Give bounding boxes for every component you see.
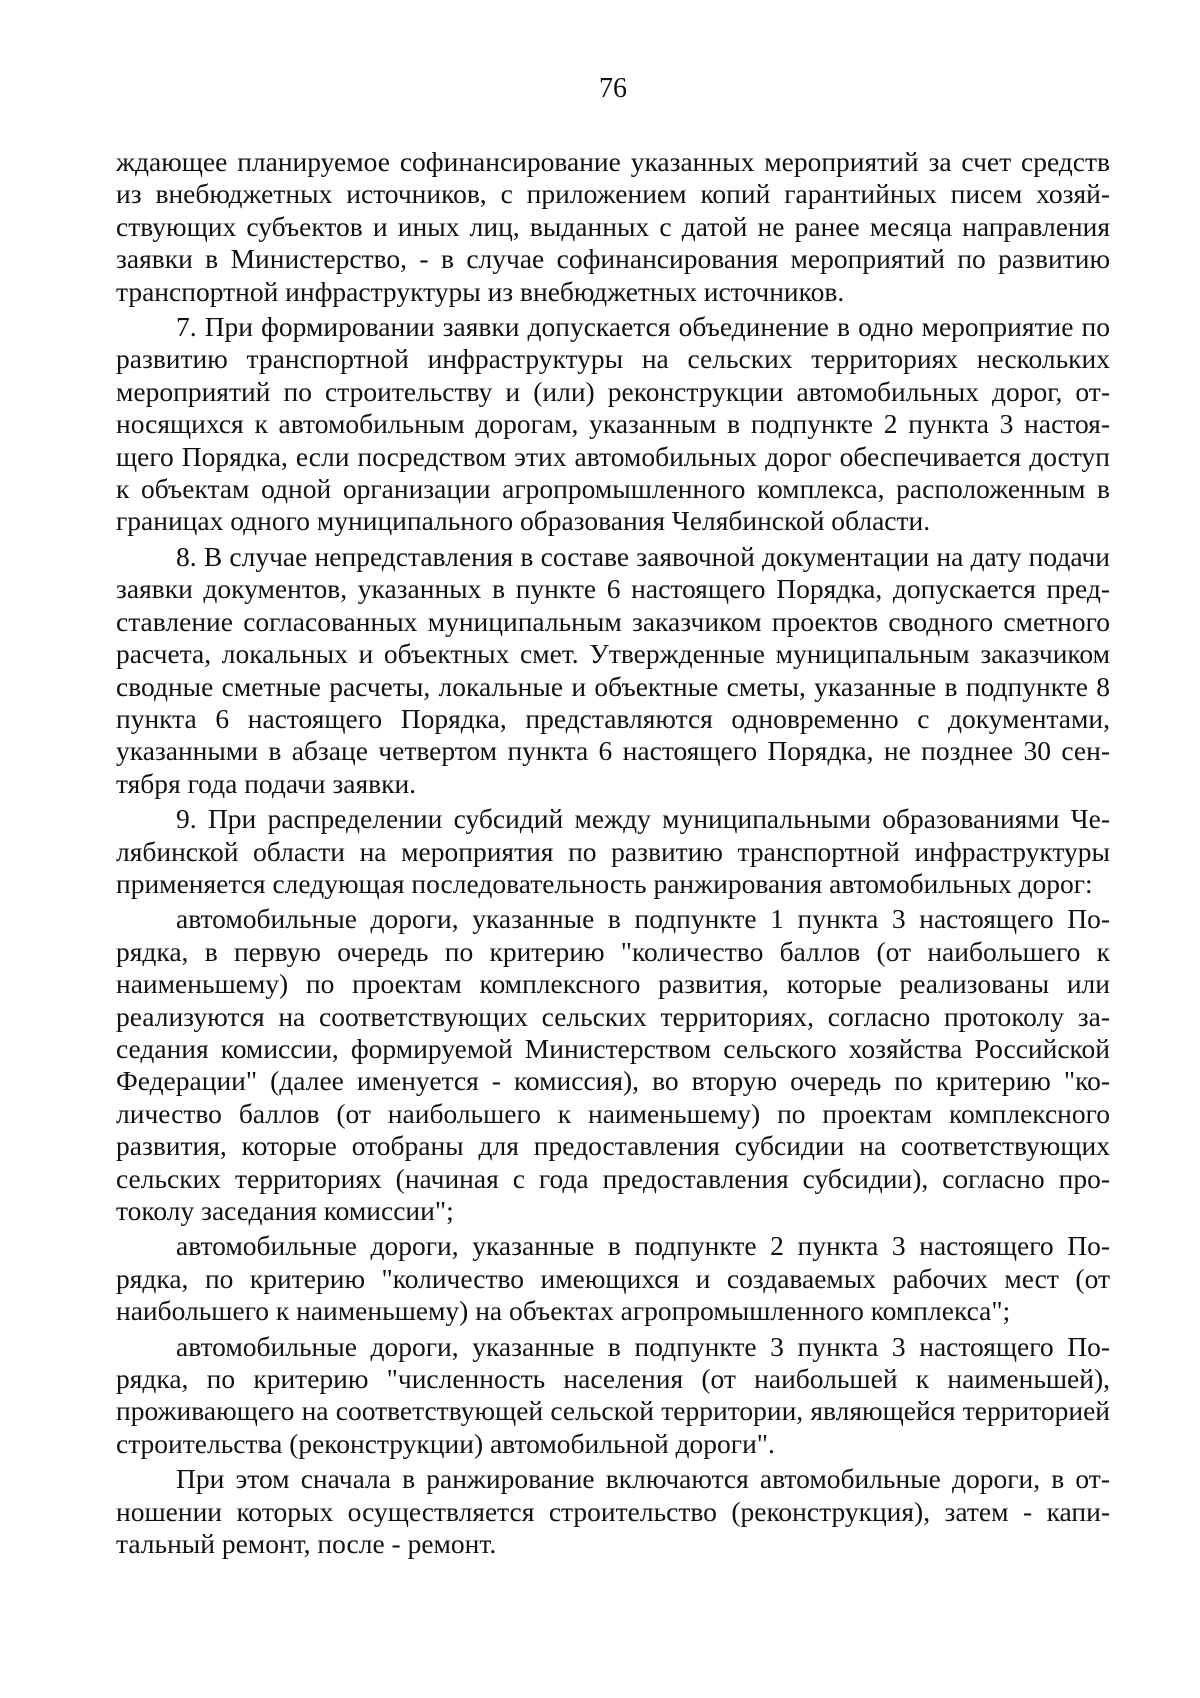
paragraph-continuation: ждающее планируемое софинансирование указанных мероприятий за счет средств из внебюджетных источников, с приложением копий гарантийных писем хозяйствующих субъектов и иных лиц, выданных с датой не ранее месяца направления заявки в Министерство, - в случае софинансирования мероприятий по развитию транспортной инфраструктуры из внебюджетных источников.: [116, 146, 1110, 307]
paragraph-item-9: 9. При распределении субсидий между муниципальными образованиями Челябинской области на мероприятия по развитию транспортной инфраструктуры применяется следующая последовательность ранжирования автомобильных дорог:: [116, 803, 1110, 899]
paragraph-ranking-subpoint-1: автомобильные дороги, указанные в подпункте 1 пункта 3 настоящего Порядка, в первую очередь по критерию "количество баллов (от наибольшего к наименьшему) по проектам комплексного развития, которые реализованы или реализуются на соответствующих сельских территориях, согласно протоколу заседания комиссии, формируемой Министерством сельского хозяйства Российской Федерации" (далее именуется - комиссия), во вторую очередь по критерию "количество баллов (от наибольшего к наименьшему) по проектам комплексного развития, которые отобраны для предоставления субсидии на соответствующих сельских территориях (начиная с года предоставления субсидии), согласно протоколу заседания комиссии";: [116, 903, 1110, 1226]
paragraph-ranking-subpoint-2: автомобильные дороги, указанные в подпункте 2 пункта 3 настоящего Порядка, по критерию "количество имеющихся и создаваемых рабочих мест (от наибольшего к наименьшему) на объектах агропромышленного комплекса";: [116, 1230, 1110, 1327]
paragraph-ranking-subpoint-3: автомобильные дороги, указанные в подпункте 3 пункта 3 настоящего Порядка, по критерию "численность населения (от наибольшей к наименьшей), проживающего на соответствующей сельской территории, являющейся территорией строительства (реконструкции) автомобильной дороги".: [116, 1330, 1110, 1459]
paragraph-item-7: 7. При формировании заявки допускается объединение в одно мероприятие по развитию транспортной инфраструктуры на сельских территориях нескольких мероприятий по строительству и (или) реконструкции автомобильных дорог, относящихся к автомобильным дорогам, указанным в подпункте 2 пункта 3 настоящего Порядка, если посредством этих автомобильных дорог обеспечивается доступ к объектам одной организации агропромышленного комплекса, расположенным в границах одного муниципального образования Челябинской области.: [116, 311, 1110, 537]
paragraph-item-8: 8. В случае непредставления в составе заявочной документации на дату подачи заявки документов, указанных в пункте 6 настоящего Порядка, допускается представление согласованных муниципальным заказчиком проектов сводного сметного расчета, локальных и объектных смет. Утвержденные муниципальным заказчиком сводные сметные расчеты, локальные и объектные сметы, указанные в подпункте 8 пункта 6 настоящего Порядка, представляются одновременно с документами, указанными в абзаце четвертом пункта 6 настоящего Порядка, не позднее 30 сентября года подачи заявки.: [116, 540, 1110, 799]
page-number: 76: [599, 73, 627, 104]
paragraph-ranking-order: При этом сначала в ранжирование включаются автомобильные дороги, в отношении которых осуществляется строительство (реконструкция), затем - капитальный ремонт, после - ремонт.: [116, 1463, 1110, 1560]
document-body: [116, 146, 1110, 1563]
